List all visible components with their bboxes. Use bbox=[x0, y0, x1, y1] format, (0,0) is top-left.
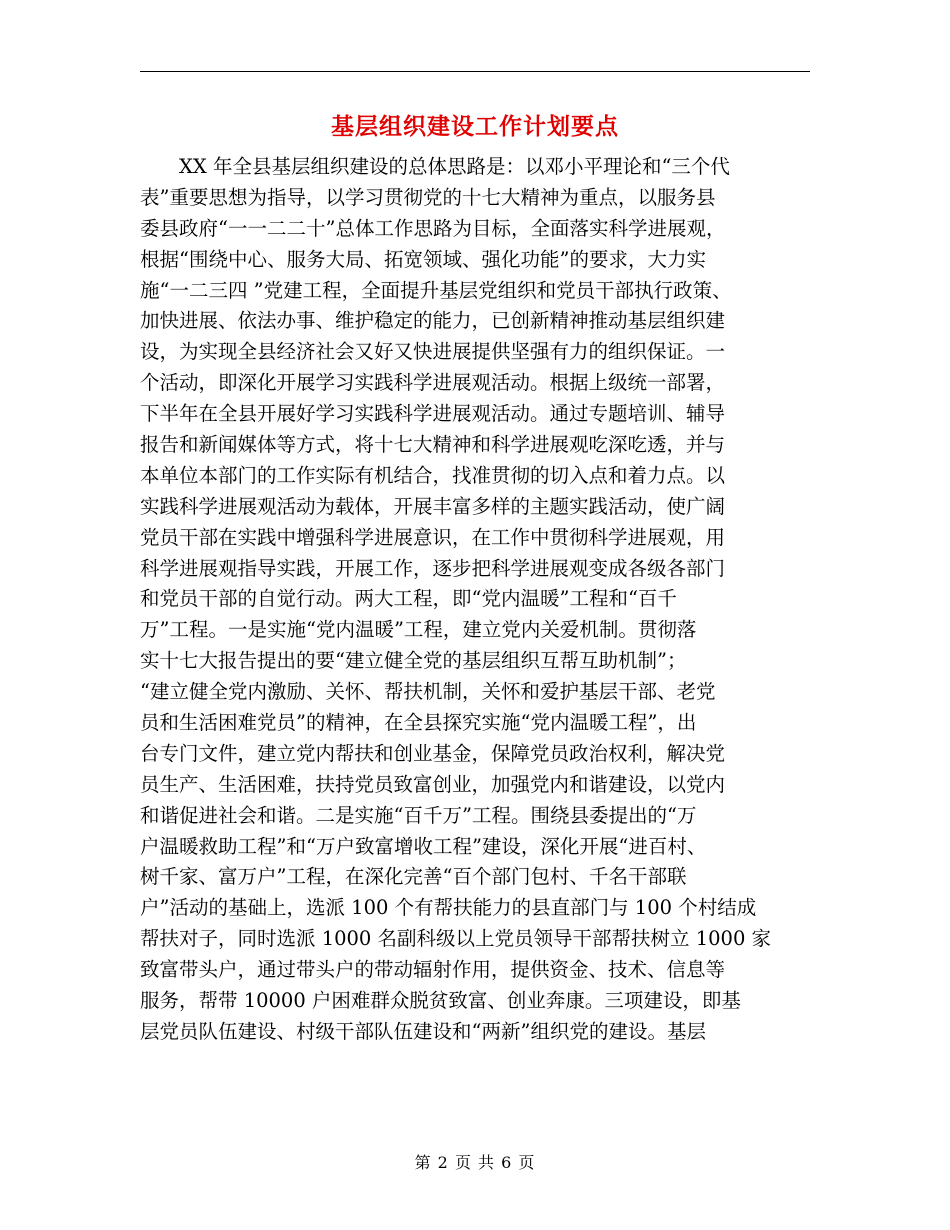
text-line: 员和生活困难党员”的精神，在全县探究实施“党内温暖工程”，出 bbox=[140, 711, 697, 735]
document-title: 基层组织建设工作计划要点 bbox=[331, 113, 619, 140]
text-line: 加快进展、依法办事、维护稳定的能力，已创新精神推动基层组织建 bbox=[140, 309, 726, 333]
text-line: 表”重要思想为指导，以学习贯彻党的十七大精神为重点，以服务县 bbox=[140, 185, 716, 209]
page-footer: 第 2 页 共 6 页 bbox=[414, 1153, 536, 1172]
text-line: 和党员干部的自觉行动。两大工程，即“党内温暖”工程和“百千 bbox=[140, 587, 677, 611]
text-line: 致富带头户，通过带头户的带动辐射作用，提供资金、技术、信息等 bbox=[140, 958, 726, 982]
text-line: 施“一二三四 ”党建工程，全面提升基层党组织和党员干部执行政策、 bbox=[140, 278, 732, 302]
text-line: “建立健全党内激励、关怀、帮扶机制，关怀和爱护基层干部、老党 bbox=[140, 680, 716, 704]
text-line: 本单位本部门的工作实际有机结合，找准贯彻的切入点和着力点。以 bbox=[140, 463, 726, 487]
text-line: 设，为实现全县经济社会又好又快进展提供坚强有力的组织保证。一 bbox=[140, 340, 726, 364]
text-line: 员生产、生活困难，扶持党员致富创业，加强党内和谐建设，以党内 bbox=[140, 772, 726, 796]
text-line: 报告和新闻媒体等方式，将十七大精神和科学进展观吃深吃透，并与 bbox=[140, 433, 726, 457]
text-line: 服务，帮带 10000 户困难群众脱贫致富、创业奔康。三项建设，即基 bbox=[140, 989, 741, 1013]
text-line: 下半年在全县开展好学习实践科学进展观活动。通过专题培训、辅导 bbox=[140, 402, 726, 426]
body-text bbox=[140, 152, 810, 1048]
text-line: 层党员队伍建设、村级干部队伍建设和“两新”组织党的建设。基层 bbox=[140, 1019, 706, 1043]
text-line: 户温暖救助工程”和“万户致富增收工程”建设，深化开展“进百村、 bbox=[140, 834, 707, 858]
text-line: 和谐促进社会和谐。二是实施“百千万”工程。围绕县委提出的“万 bbox=[140, 803, 697, 827]
text-line: 实践科学进展观活动为载体，开展丰富多样的主题实践活动，使广阔 bbox=[140, 494, 726, 518]
text-line: 委县政府“一一二二十”总体工作思路为目标，全面落实科学进展观， bbox=[140, 216, 726, 240]
text-line: XX 年全县基层组织建设的总体思路是：以邓小平理论和“三个代 bbox=[179, 155, 730, 178]
text-line: 树千家、富万户”工程，在深化完善“百个部门包村、千名干部联 bbox=[140, 865, 687, 889]
text-line: 根据“围绕中心、服务大局、拓宽领域、强化功能”的要求，大力实 bbox=[140, 247, 706, 271]
text-line: 户”活动的基础上，选派 100 个有帮扶能力的县直部门与 100 个村结成 bbox=[140, 896, 757, 920]
text-line: 台专门文件，建立党内帮扶和创业基金，保障党员政治权利，解决党 bbox=[140, 741, 726, 765]
text-line: 万”工程。一是实施“党内温暖”工程，建立党内关爱机制。贯彻落 bbox=[140, 618, 697, 642]
header-rule bbox=[140, 71, 810, 72]
text-line: 帮扶对子，同时选派 1000 名副科级以上党员领导干部帮扶树立 1000 家 bbox=[140, 927, 772, 951]
text-line: 实十七大报告提出的要“建立健全党的基层组织互帮互助机制”； bbox=[140, 649, 687, 673]
text-line: 党员干部在实践中增强科学进展意识，在工作中贯彻科学进展观，用 bbox=[140, 525, 726, 549]
text-line: 科学进展观指导实践，开展工作，逐步把科学进展观变成各级各部门 bbox=[140, 556, 726, 580]
text-line: 个活动，即深化开展学习实践科学进展观活动。根据上级统一部署， bbox=[140, 371, 726, 395]
